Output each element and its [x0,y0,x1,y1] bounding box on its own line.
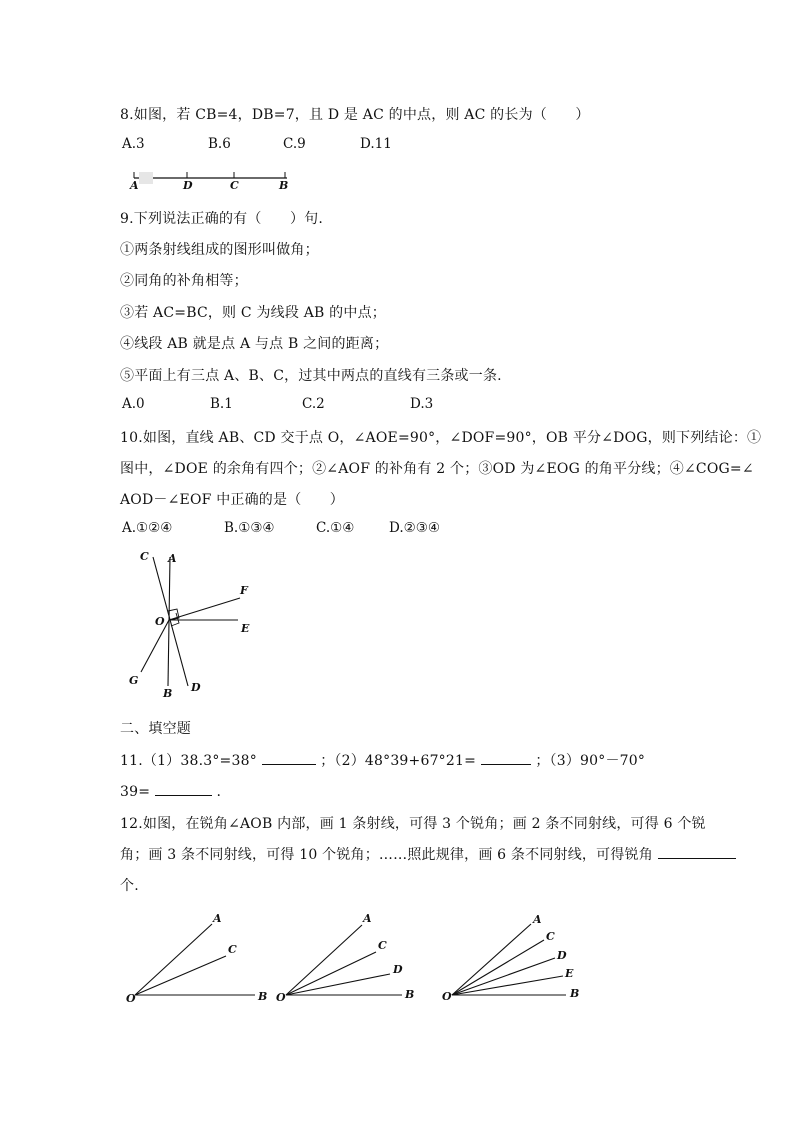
q8-label-a: A [130,179,139,192]
q12-fig1-label-o: O [126,992,136,1005]
q10-option-a: A.①②④ [122,520,173,536]
q9-option-c: C.2 [302,396,325,412]
q9-option-a: A.0 [122,396,145,412]
q12-figure-2 [276,912,414,1004]
q8-option-c: C.9 [283,136,306,152]
q10-stem-line-2: 图中，∠DOE 的余角有四个；②∠AOF 的补角有 2 个；③OD 为∠EOG 的角平分线；④∠COG=∠ [120,461,754,477]
q12-fig3-label-c: C [546,930,555,943]
q10-label-f: F [240,584,248,597]
q10-label-d: D [191,681,201,694]
q10-stem-line-3: AOD－∠EOF 中正确的是（ ） [120,492,345,508]
q10-label-c: C [140,550,149,563]
q11-line-2-start: 39= [120,784,151,800]
q10-option-b: B.①③④ [224,520,275,536]
q9-statement-4: ④线段 AB 就是点 A 与点 B 之间的距离； [120,336,389,352]
q10-label-g: G [129,674,139,687]
q9-option-b: B.1 [210,396,233,412]
q9-statement-2: ②同角的补角相等； [120,273,248,289]
q12-line-2-text: 角；画 3 条不同射线，可得 10 个锐角；……照此规律，画 6 条不同射线，可得锐角 [120,847,653,863]
q10-option-d: D.②③④ [389,520,440,536]
q9-stem: 9.下列说法正确的有（ ）句. [120,211,324,227]
q12-fig3-label-d: D [557,949,567,962]
q12-line-3: 个. [120,878,139,894]
q10-label-o: O [155,615,165,628]
q9-statement-3: ③若 AC=BC，则 C 为线段 AB 的中点； [120,305,386,321]
q8-label-c: C [230,179,239,192]
q8-option-d: D.11 [360,136,392,152]
q8-label-d: D [183,179,193,192]
q12-fig1-label-a: A [213,912,222,925]
q12-fig2-label-a: A [363,912,372,925]
q11-part-3: ；（3）90°－70° [535,753,646,769]
q8-option-b: B.6 [208,136,231,152]
q12-fig2-label-d: D [393,963,403,976]
q10-stem-line-1: 10.如图，直线 AB、CD 交于点 O，∠AOE=90°，∠DOF=90°，OB 平分∠DOG，则下列结论：① [120,430,762,446]
q9-statement-1: ①两条射线组成的图形叫做角； [120,242,319,258]
q10-label-a: A [168,552,177,565]
q10-option-c: C.①④ [316,520,355,536]
q11-part-1: 11.（1）38.3°=38° [120,753,257,769]
q12-fig1-label-b: B [258,990,268,1003]
q12-fig3-label-e: E [565,967,574,980]
q12-figure-3 [442,913,579,1003]
q12-fig3-label-b: B [570,987,580,1000]
q9-option-d: D.3 [410,396,434,412]
q12-fig3-label-o: O [442,990,452,1003]
q12-figure-1 [126,912,267,1005]
q11-part-2: ；（2）48°39+67°21= [320,753,477,769]
q10-label-b: B [163,687,173,700]
q12-fig2-label-b: B [405,988,415,1001]
q9-statement-5: ⑤平面上有三点 A、B、C，过其中两点的直线有三条或一条. [120,368,502,384]
q11-line-2-end: . [216,784,222,800]
q12-fig2-label-o: O [276,991,286,1004]
q8-stem: 8.如图，若 CB=4，DB=7，且 D 是 AC 的中点，则 AC 的长为（ ） [120,107,590,123]
section-2-title: 二、填空题 [120,721,191,737]
q8-option-a: A.3 [122,136,145,152]
q12-fig1-label-c: C [228,943,237,956]
q8-label-b: B [279,179,289,192]
q12-fig2-label-c: C [378,939,387,952]
q12-fig3-label-a: A [533,913,542,926]
q10-label-e: E [241,622,250,635]
q12-line-1: 12.如图，在锐角∠AOB 内部，画 1 条射线，可得 3 个锐角；画 2 条不同射线，可得 6 个锐 [120,816,706,832]
